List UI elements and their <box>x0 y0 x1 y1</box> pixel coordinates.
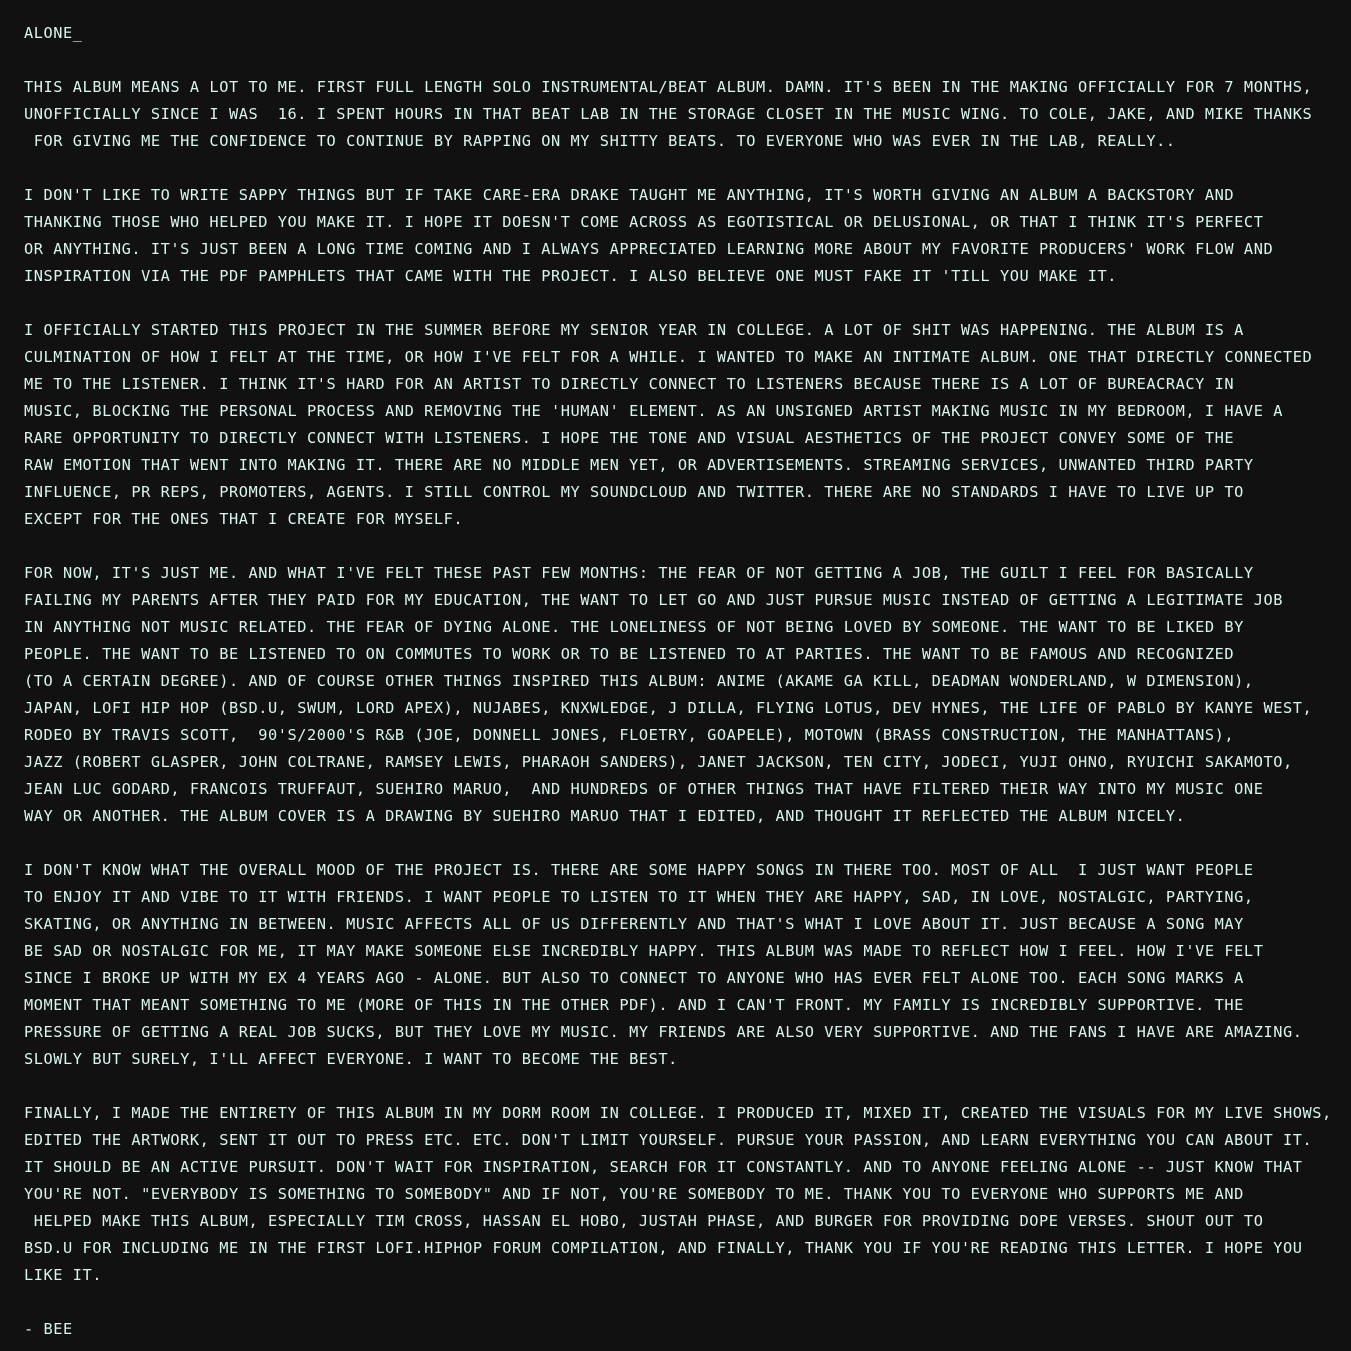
text-line: OR ANYTHING. IT'S JUST BEEN A LONG TIME COMING AND I ALWAYS APPRECIATED LEARNING MORE ABOUT MY FAVORITE PRODUCERS' WORK FLOW AND <box>24 240 1274 258</box>
text-line: ME TO THE LISTENER. I THINK IT'S HARD FOR AN ARTIST TO DIRECTLY CONNECT TO LISTENERS BECAUSE THERE IS A LOT OF BUREACRACY IN <box>24 375 1235 393</box>
text-line: TO ENJOY IT AND VIBE TO IT WITH FRIENDS. I WANT PEOPLE TO LISTEN TO IT WHEN THEY ARE HAPPY, SAD, IN LOVE, NOSTALGIC, PARTYING, <box>24 888 1254 906</box>
text-line: SKATING, OR ANYTHING IN BETWEEN. MUSIC AFFECTS ALL OF US DIFFERENTLY AND THAT'S WHAT I LOVE ABOUT IT. JUST BECAUSE A SONG MAY <box>24 915 1244 933</box>
letter-title: ALONE_ <box>24 24 83 42</box>
text-line: EXCEPT FOR THE ONES THAT I CREATE FOR MYSELF. <box>24 510 464 528</box>
text-line: I DON'T KNOW WHAT THE OVERALL MOOD OF THE PROJECT IS. THERE ARE SOME HAPPY SONGS IN THERE TOO. MOST OF ALL I JUST WANT PEOPLE <box>24 861 1254 879</box>
text-line: (TO A CERTAIN DEGREE). AND OF COURSE OTHER THINGS INSPIRED THIS ALBUM: ANIME (AKAME GA KILL, DEADMAN WONDERLAND, W DIMENSION), <box>24 672 1254 690</box>
text-line: JEAN LUC GODARD, FRANCOIS TRUFFAUT, SUEHIRO MARUO, AND HUNDREDS OF OTHER THINGS THAT HAVE FILTERED THEIR WAY INTO MY MUSIC ONE <box>24 780 1264 798</box>
text-line: JAPAN, LOFI HIP HOP (BSD.U, SWUM, LORD APEX), NUJABES, KNXWLEDGE, J DILLA, FLYING LOTUS, DEV HYNES, THE LIFE OF PABLO BY KANYE WEST, <box>24 699 1313 717</box>
text-line: WAY OR ANOTHER. THE ALBUM COVER IS A DRAWING BY SUEHIRO MARUO THAT I EDITED, AND THOUGHT IT REFLECTED THE ALBUM NICELY. <box>24 807 1186 825</box>
text-line: FOR NOW, IT'S JUST ME. AND WHAT I'VE FELT THESE PAST FEW MONTHS: THE FEAR OF NOT GETTING A JOB, THE GUILT I FEEL FOR BASICALLY <box>24 564 1254 582</box>
text-line: HELPED MAKE THIS ALBUM, ESPECIALLY TIM CROSS, HASSAN EL HOBO, JUSTAH PHASE, AND BURGER FOR PROVIDING DOPE VERSES. SHOUT OUT TO <box>24 1212 1264 1230</box>
paragraph <box>24 1100 1332 1289</box>
text-line: THIS ALBUM MEANS A LOT TO ME. FIRST FULL LENGTH SOLO INSTRUMENTAL/BEAT ALBUM. DAMN. IT'S BEEN IN THE MAKING OFFICIALLY FOR 7 MONTHS, <box>24 78 1313 96</box>
paragraph <box>24 317 1329 533</box>
text-line: CULMINATION OF HOW I FELT AT THE TIME, OR HOW I'VE FELT FOR A WHILE. I WANTED TO MAKE AN INTIMATE ALBUM. ONE THAT DIRECTLY CONNECTED <box>24 348 1313 366</box>
text-line: FINALLY, I MADE THE ENTIRETY OF THIS ALBUM IN MY DORM ROOM IN COLLEGE. I PRODUCED IT, MIXED IT, CREATED THE VISUALS FOR MY LIVE SHOWS, <box>24 1104 1332 1122</box>
text-line: FAILING MY PARENTS AFTER THEY PAID FOR MY EDUCATION, THE WANT TO LET GO AND JUST PURSUE MUSIC INSTEAD OF GETTING A LEGITIMATE JOB <box>24 591 1283 609</box>
paragraph <box>24 560 1329 830</box>
text-line: INSPIRATION VIA THE PDF PAMPHLETS THAT CAME WITH THE PROJECT. I ALSO BELIEVE ONE MUST FAKE IT 'TILL YOU MAKE IT. <box>24 267 1118 285</box>
text-line: FOR GIVING ME THE CONFIDENCE TO CONTINUE BY RAPPING ON MY SHITTY BEATS. TO EVERYONE WHO WAS EVER IN THE LAB, REALLY.. <box>24 132 1176 150</box>
text-line: UNOFFICIALLY SINCE I WAS 16. I SPENT HOURS IN THAT BEAT LAB IN THE STORAGE CLOSET IN THE MUSIC WING. TO COLE, JAKE, AND MIKE THANKS <box>24 105 1313 123</box>
text-line: IN ANYTHING NOT MUSIC RELATED. THE FEAR OF DYING ALONE. THE LONELINESS OF NOT BEING LOVED BY SOMEONE. THE WANT TO BE LIKED BY <box>24 618 1244 636</box>
text-line: PRESSURE OF GETTING A REAL JOB SUCKS, BUT THEY LOVE MY MUSIC. MY FRIENDS ARE ALSO VERY SUPPORTIVE. AND THE FANS I HAVE ARE AMAZING. <box>24 1023 1303 1041</box>
text-line: RAW EMOTION THAT WENT INTO MAKING IT. THERE ARE NO MIDDLE MEN YET, OR ADVERTISEMENTS. STREAMING SERVICES, UNWANTED THIRD PARTY <box>24 456 1254 474</box>
text-line: RODEO BY TRAVIS SCOTT, 90'S/2000'S R&B (JOE, DONNELL JONES, FLOETRY, GOAPELE), MOTOWN (BRASS CONSTRUCTION, THE MANHATTANS), <box>24 726 1235 744</box>
text-line: EDITED THE ARTWORK, SENT IT OUT TO PRESS ETC. ETC. DON'T LIMIT YOURSELF. PURSUE YOUR PASSION, AND LEARN EVERYTHING YOU CAN ABOUT IT. <box>24 1131 1313 1149</box>
text-line: I DON'T LIKE TO WRITE SAPPY THINGS BUT IF TAKE CARE-ERA DRAKE TAUGHT ME ANYTHING, IT'S WORTH GIVING AN ALBUM A BACKSTORY AND <box>24 186 1235 204</box>
text-line: INFLUENCE, PR REPS, PROMOTERS, AGENTS. I STILL CONTROL MY SOUNDCLOUD AND TWITTER. THERE ARE NO STANDARDS I HAVE TO LIVE UP TO <box>24 483 1244 501</box>
text-line: JAZZ (ROBERT GLASPER, JOHN COLTRANE, RAMSEY LEWIS, PHARAOH SANDERS), JANET JACKSON, TEN CITY, JODECI, YUJI OHNO, RYUICHI SAKAMOTO, <box>24 753 1293 771</box>
text-line: MUSIC, BLOCKING THE PERSONAL PROCESS AND REMOVING THE 'HUMAN' ELEMENT. AS AN UNSIGNED ARTIST MAKING MUSIC IN MY BEDROOM, I HAVE A <box>24 402 1283 420</box>
text-line: MOMENT THAT MEANT SOMETHING TO ME (MORE OF THIS IN THE OTHER PDF). AND I CAN'T FRONT. MY FAMILY IS INCREDIBLY SUPPORTIVE. THE <box>24 996 1244 1014</box>
paragraph <box>24 857 1329 1073</box>
paragraph <box>24 74 1329 155</box>
text-line: BSD.U FOR INCLUDING ME IN THE FIRST LOFI.HIPHOP FORUM COMPILATION, AND FINALLY, THANK YOU IF YOU'RE READING THIS LETTER. I HOPE YOU <box>24 1239 1303 1257</box>
text-line: BE SAD OR NOSTALGIC FOR ME, IT MAY MAKE SOMEONE ELSE INCREDIBLY HAPPY. THIS ALBUM WAS MADE TO REFLECT HOW I FEEL. HOW I'VE FELT <box>24 942 1264 960</box>
text-line: LIKE IT. <box>24 1266 103 1284</box>
text-line: IT SHOULD BE AN ACTIVE PURSUIT. DON'T WAIT FOR INSPIRATION, SEARCH FOR IT CONSTANTLY. AND TO ANYONE FEELING ALONE -- JUST KNOW THAT <box>24 1158 1303 1176</box>
signature: - BEE <box>24 1320 73 1338</box>
text-line: SINCE I BROKE UP WITH MY EX 4 YEARS AGO - ALONE. BUT ALSO TO CONNECT TO ANYONE WHO HAS EVER FELT ALONE TOO. EACH SONG MARKS A <box>24 969 1244 987</box>
text-line: I OFFICIALLY STARTED THIS PROJECT IN THE SUMMER BEFORE MY SENIOR YEAR IN COLLEGE. A LOT OF SHIT WAS HAPPENING. THE ALBUM IS A <box>24 321 1244 339</box>
text-line: THANKING THOSE WHO HELPED YOU MAKE IT. I HOPE IT DOESN'T COME ACROSS AS EGOTISTICAL OR DELUSIONAL, OR THAT I THINK IT'S PERFECT <box>24 213 1264 231</box>
letter-body <box>24 74 1332 1289</box>
text-line: PEOPLE. THE WANT TO BE LISTENED TO ON COMMUTES TO WORK OR TO BE LISTENED TO AT PARTIES. THE WANT TO BE FAMOUS AND RECOGNIZED <box>24 645 1235 663</box>
paragraph <box>24 182 1329 290</box>
text-line: SLOWLY BUT SURELY, I'LL AFFECT EVERYONE. I WANT TO BECOME THE BEST. <box>24 1050 678 1068</box>
text-line: RARE OPPORTUNITY TO DIRECTLY CONNECT WITH LISTENERS. I HOPE THE TONE AND VISUAL AESTHETICS OF THE PROJECT CONVEY SOME OF THE <box>24 429 1235 447</box>
text-line: YOU'RE NOT. "EVERYBODY IS SOMETHING TO SOMEBODY" AND IF NOT, YOU'RE SOMEBODY TO ME. THANK YOU TO EVERYONE WHO SUPPORTS ME AND <box>24 1185 1244 1203</box>
